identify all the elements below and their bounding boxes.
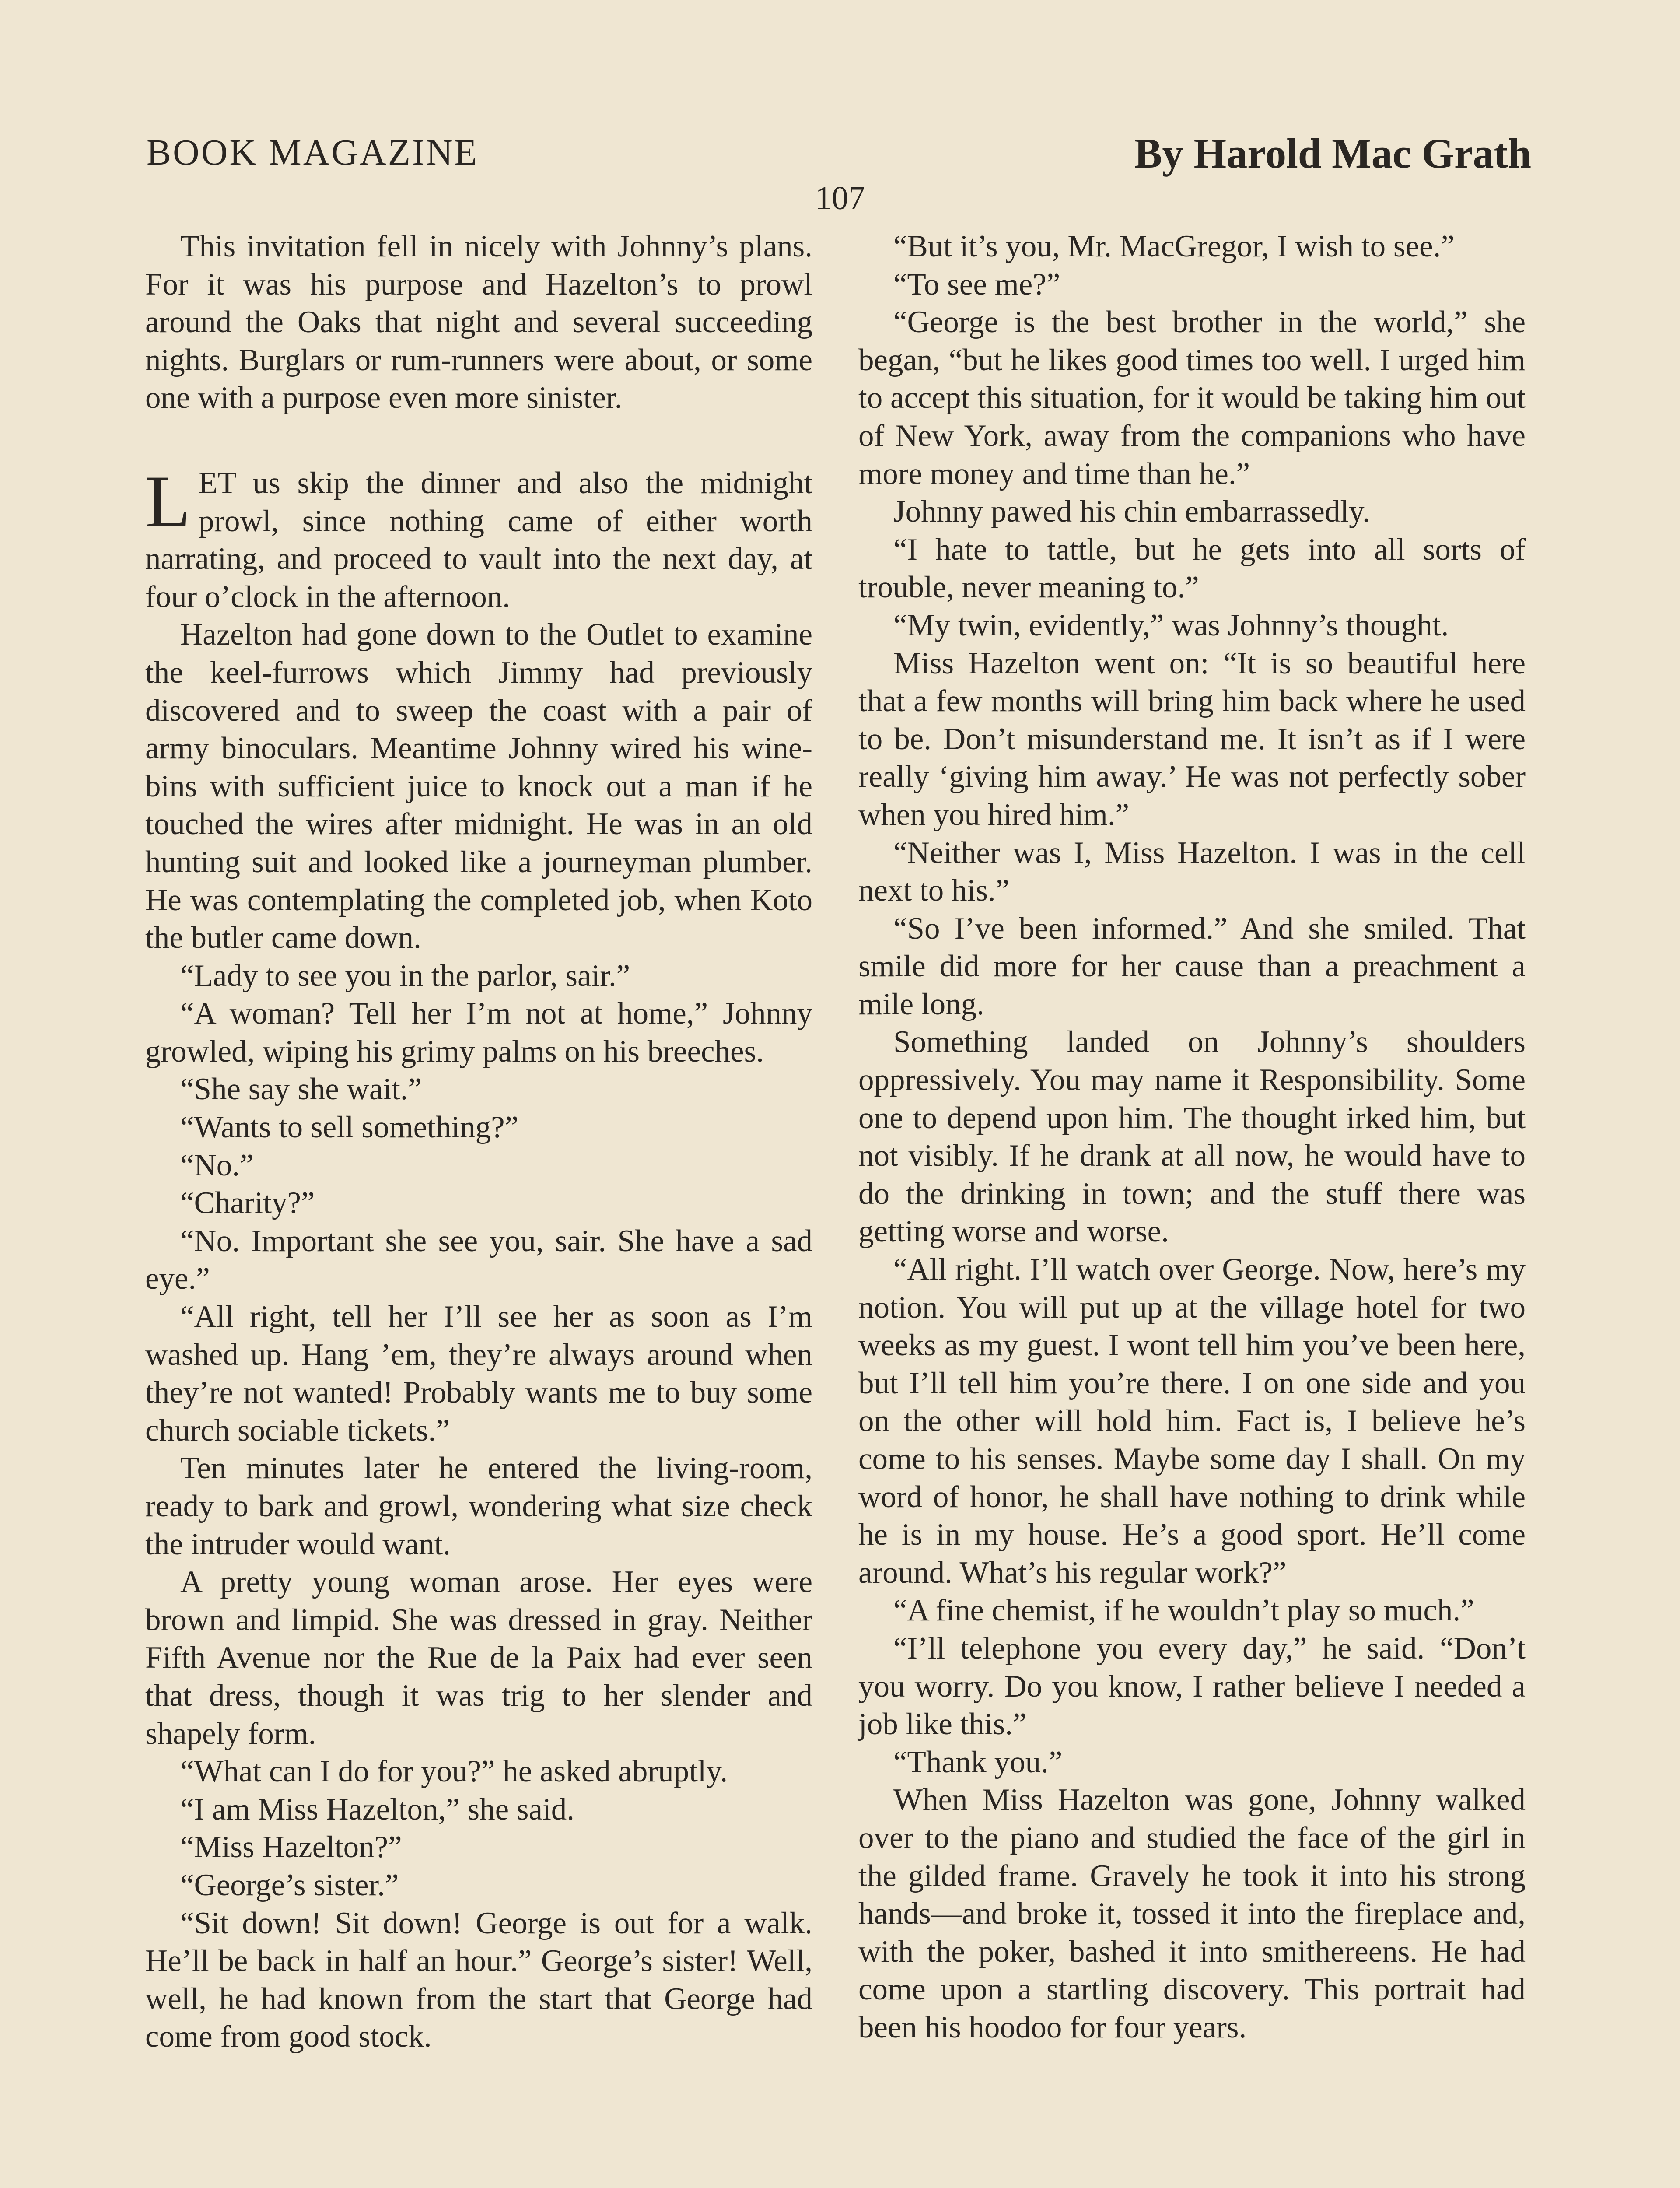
paragraph: This invitation fell in nicely with Johnny’s plans. For it was his purpose and Hazelton’s to prowl around the Oaks that night and several succeeding nights. Burglars or rum-runners were about, or some one with a purpose even more sinister. bbox=[145, 229, 812, 415]
paragraph: “George’s sister.” bbox=[180, 1868, 399, 1902]
paragraph: “Sit down! Sit down! George is out for a walk. He’ll be back in half an hour.” George’s sister! Well, well, he had known from the start that George had come from good stock. bbox=[145, 1906, 812, 2054]
paragraph: Miss Hazelton went on: “It is so beautiful here that a few months will bring him back where he used to be. Don’t misunderstand me. It isn’t as if I were really ‘giving him away.’ He was not perfectly sober when you hired him.” bbox=[858, 646, 1526, 832]
paragraph: “A woman? Tell her I’m not at home,” Johnny growled, wiping his grimy palms on his breeches. bbox=[145, 996, 812, 1069]
paragraph-text: ET us skip the dinner and also the midnight prowl, since nothing came of either worth narrating, and proceed to vault into the next day, at four o’clock in the afternoon. bbox=[145, 466, 812, 614]
paragraph: “I hate to tattle, but he gets into all sorts of trouble, never meaning to.” bbox=[858, 532, 1526, 605]
paragraph: “Lady to see you in the parlor, sair.” bbox=[180, 958, 630, 993]
paragraph: “A fine chemist, if he wouldn’t play so much.” bbox=[893, 1593, 1474, 1628]
paragraph-drop-cap bbox=[145, 460, 812, 616]
left-column bbox=[145, 228, 812, 2056]
right-column bbox=[858, 228, 1526, 2047]
paragraph: Johnny pawed his chin embarrassedly. bbox=[893, 494, 1370, 529]
author-byline: By Harold Mac Grath bbox=[1134, 130, 1531, 177]
paragraph: “She say she wait.” bbox=[180, 1072, 422, 1107]
paragraph: “What can I do for you?” he asked abruptly. bbox=[180, 1754, 728, 1789]
paragraph: Hazelton had gone down to the Outlet to examine the keel-furrows which Jimmy had previously discovered and to sweep the coast with a pair of army binoculars. Meantime Johnny wired his wine-bins with sufficient juice to knock out a man if he touched the wires after midnight. He was in an old hunting suit and looked like a journeyman plumber. He was contemplating the completed job, when Koto the butler came down. bbox=[145, 617, 812, 955]
paragraph: “I am Miss Hazelton,” she said. bbox=[180, 1792, 575, 1827]
magazine-title: BOOK MAGAZINE bbox=[147, 132, 479, 173]
paragraph: Something landed on Johnny’s shoulders oppressively. You may name it Responsibility. Some one to depend upon him. The thought irked him, but not visibly. If he drank at all now, he would have to do the drinking in town; and the stuff there was getting worse and worse. bbox=[858, 1025, 1526, 1249]
paragraph: “No.” bbox=[180, 1148, 254, 1182]
paragraph: “But it’s you, Mr. MacGregor, I wish to see.” bbox=[893, 229, 1455, 263]
paragraph: “My twin, evidently,” was Johnny’s thought. bbox=[893, 608, 1449, 642]
paragraph: “So I’ve been informed.” And she smiled. That smile did more for her cause than a preachment a mile long. bbox=[858, 911, 1526, 1021]
paragraph: “No. Important she see you, sair. She have a sad eye.” bbox=[145, 1224, 812, 1296]
paragraph: A pretty young woman arose. Her eyes were brown and limpid. She was dressed in gray. Neither Fifth Avenue nor the Rue de la Paix had ever seen that dress, though it was trig to her slender and shapely form. bbox=[145, 1565, 812, 1751]
paragraph: When Miss Hazelton was gone, Johnny walked over to the piano and studied the face of the girl in the gilded frame. Gravely he took it into his strong hands—and broke it, tossed it into the fireplace and, with the poker, bashed it into smithereens. He had come upon a startling discovery. This portrait had been his hoodoo for four years. bbox=[858, 1783, 1526, 2044]
paragraph: “Thank you.” bbox=[893, 1745, 1063, 1779]
paragraph: “All right. I’ll watch over George. Now, here’s my notion. You will put up at the village hotel for two weeks as my guest. I wont tell him you’ve been here, but I’ll tell him you’re there. I on one side and you on the other will hold him. Fact is, I believe he’s come to his senses. Maybe some day I shall. On my word of honor, he shall have nothing to drink while he is in my house. He’s a good sport. He’ll come around. What’s his regular work?” bbox=[858, 1252, 1526, 1590]
paragraph: “Neither was I, Miss Hazelton. I was in the cell next to his.” bbox=[858, 835, 1526, 908]
paragraph: “To see me?” bbox=[893, 267, 1060, 302]
drop-cap: L bbox=[145, 460, 191, 543]
paragraph: “Wants to sell something?” bbox=[180, 1110, 519, 1145]
paragraph: “Miss Hazelton?” bbox=[180, 1830, 402, 1865]
paragraph: Ten minutes later he entered the living-room, ready to bark and growl, wondering what size check the intruder would want. bbox=[145, 1451, 812, 1561]
paragraph: “Charity?” bbox=[180, 1186, 315, 1220]
paragraph: “I’ll telephone you every day,” he said. “Don’t you worry. Do you know, I rather believe I needed a job like this.” bbox=[858, 1631, 1526, 1742]
page-number: 107 bbox=[815, 180, 865, 217]
paragraph: “All right, tell her I’ll see her as soon as I’m washed up. Hang ’em, they’re always around when they’re not wanted! Probably wants me to buy some church sociable tickets.” bbox=[145, 1300, 812, 1448]
paragraph: “George is the best brother in the world,” she began, “but he likes good times too well. I urged him to accept this situation, for it would be taking him out of New York, away from the companions who have more money and time than he.” bbox=[858, 305, 1526, 491]
